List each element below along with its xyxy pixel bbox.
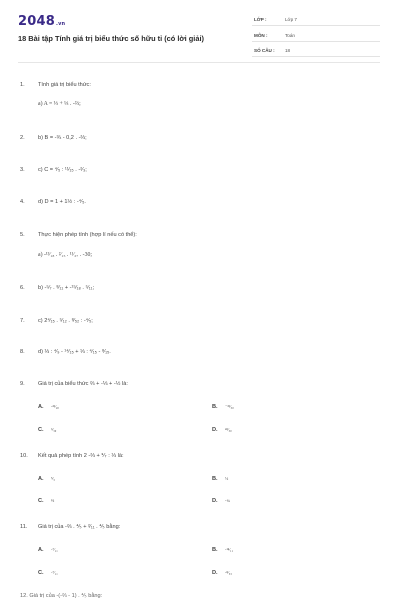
meta-subject: MÔN : Toán — [252, 30, 380, 42]
q11-option-d[interactable]: D. -⁸⁄₃₃ — [212, 570, 232, 576]
question-8: 8. d) ⅓ : ⁴⁄₉ - ¹⁴⁄₁₅ + ⅓ : ⁴⁄₁₅ - ⁸⁄₁₅. — [20, 349, 111, 355]
question-1-part-a: a) A = ⅓ + ⅓ . -⅔; — [38, 101, 81, 107]
question-12-partial: 12. Giá trị của -(-⅔ - 1) . ⅘ bằng: — [20, 593, 103, 599]
q11-option-a[interactable]: A. -⁷⁄₁₁ — [38, 547, 58, 553]
question-11: 11. Giá trị của -⅔ . ⅘ + ²⁄₁₁ . ⅘ bằng: — [20, 524, 121, 530]
meta-class: LỚP : Lớp 7 — [252, 14, 380, 26]
question-5: 5. Thực hiện phép tính (hợp lí nếu có thể): — [20, 232, 137, 238]
question-2: 2. b) B = -¾ - 0,2 . -⅔; — [20, 135, 87, 141]
q9-option-d[interactable]: D. ⁴³⁄₃₀ — [212, 427, 232, 433]
question-10: 10. Kết quả phép tính 2 -⅔ + ⅐ : ⅓ là: — [20, 453, 124, 459]
q9-option-a[interactable]: A. -²³⁄₂₀ — [38, 404, 59, 410]
question-9: 9. Giá trị của biểu thức ⅔ + -⅓ + -½ là: — [20, 381, 128, 387]
meta-count: SỐ CÂU : 18 — [252, 45, 380, 57]
q10-option-a[interactable]: A. ⁵⁄₃ — [38, 476, 55, 482]
site-logo[interactable]: 2048.vn — [18, 14, 66, 29]
q11-option-c[interactable]: C. -⁷⁄₁₁ — [38, 570, 58, 576]
question-3: 3. c) C = ⁴⁄₅ : ¹¹⁄₁₅ . -²⁄₃; — [20, 167, 87, 173]
question-5-part-a: a) -¹³⁄₁₈ . ²⁄₁₅ . ¹¹⁄₂₇ . -30; — [38, 252, 92, 258]
q10-option-c[interactable]: C. ⅔ — [38, 498, 55, 504]
q9-option-b[interactable]: B. ⁻³³⁄₃₀ — [212, 404, 234, 410]
document-title: 18 Bài tập Tính giá trị biểu thức số hữu tỉ (có lời giải) — [18, 34, 204, 43]
q10-option-d[interactable]: D. -¼ — [212, 498, 230, 504]
q11-option-b[interactable]: B. -¹⁴⁄₁₁ — [212, 547, 234, 553]
header-divider — [18, 62, 380, 63]
question-4: 4. d) D = 1 + 1½ : -⁴⁄₅. — [20, 199, 86, 205]
question-7: 7. c) 2⁴⁄₁₅ . ⁵⁄₁₂ . ⁸⁄₅₂ : -⁴⁄₅; — [20, 318, 93, 324]
question-6: 6. b) -⁵⁄₇ . ⁸⁄₁₁ + -¹⁵⁄₁₈ . ⁵⁄₁₁; — [20, 285, 95, 291]
question-1: 1. Tính giá trị biểu thức: — [20, 82, 91, 88]
q10-option-b[interactable]: B. ⅓ — [212, 476, 229, 482]
q9-option-c[interactable]: C. ⁶⁄₃₀ — [38, 427, 57, 433]
